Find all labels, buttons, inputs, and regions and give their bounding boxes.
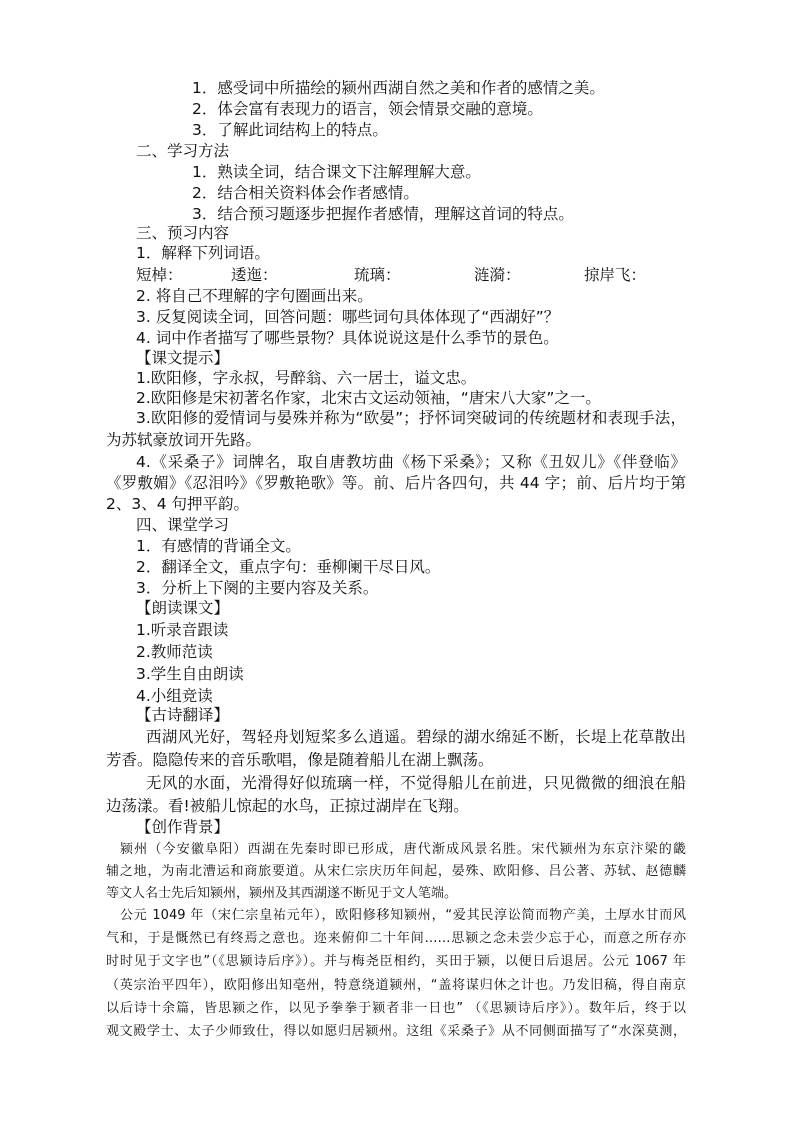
background-p1-line-2: 辅之地，为南北漕运和商旅要道。从宋仁宗庆历年间起，晏殊、欧阳修、吕公著、苏轼、赵德麟 xyxy=(106,864,686,879)
background-p1-line-1: 颍州（今安徽阜阳）西湖在先秦时即已形成，唐代渐成风景名胜。宋代颍州为东京汴梁的畿 xyxy=(120,842,686,857)
hint-4-line-2: 《罗敷媚》《忍泪吟》《罗敷艳歌》等。前、后片各四句，共 44 字；前、后片均于第 xyxy=(106,474,686,492)
background-p2-line-5: 以后诗十余篇，皆思颍之作，以见予拳拳于颍者非一日也” （《思颍诗后序》）。数年后，终于以 xyxy=(106,1001,686,1016)
objective-2: 2．体会富有表现力的语言，领会情景交融的意境。 xyxy=(192,100,543,118)
background-heading: 【创作背景】 xyxy=(136,818,230,836)
term-weiyi: 逶迤： xyxy=(231,266,278,284)
background-p1-line-3: 等文人名士先后知颍州，颍州及其西湖遂不断见于文人笔端。 xyxy=(106,886,458,901)
background-p2-line-3: 时时见于文字也”（《思颍诗后序》）。并与梅尧臣相约，买田于颍，以便日后退居。公元 1067 年 xyxy=(106,954,686,969)
hint-3-line-2: 为苏轼豪放词开先路。 xyxy=(106,431,262,449)
translation-p2-line-2: 边荡漾。看!被船儿惊起的水鸟，正掠过湖岸在飞翔。 xyxy=(106,797,469,815)
term-lueanfei: 掠岸飞： xyxy=(584,266,647,284)
background-p2-line-4: （英宗治平四年），欧阳修出知亳州，特意绕道颍州，“盖将谋归休之计也。乃发旧稿，得自南京 xyxy=(106,978,686,993)
preview-item-1: 1．解释下列词语。 xyxy=(136,244,270,262)
term-lianyi: 涟漪： xyxy=(474,266,521,284)
methods-heading: 二、学习方法 xyxy=(136,142,230,160)
classroom-heading: 四、课堂学习 xyxy=(136,516,230,534)
hints-heading: 【课文提示】 xyxy=(136,349,230,367)
translation-p2-line-1: 无风的水面，光滑得好似琉璃一样，不觉得船儿在前进，只见微微的细浪在船 xyxy=(146,774,686,792)
preview-item-3: 3. 反复阅读全词，回答问题：哪些词句具体体现了“西湖好”？ xyxy=(136,308,560,326)
background-p2-line-1: 公元 1049 年（宋仁宗皇祐元年），欧阳修移知颍州，“爱其民淳讼简而物产美，土厚水甘而风 xyxy=(120,908,686,923)
reading-item-1: 1.听录音跟读 xyxy=(136,621,229,639)
classroom-item-1: 1．有感情的背诵全文。 xyxy=(136,537,301,555)
preview-heading: 三、预习内容 xyxy=(136,224,230,242)
classroom-item-2: 2．翻译全文，重点字句：垂柳阑干尽日风。 xyxy=(136,558,441,576)
hint-4-line-3: 2、3、4 句押平韵。 xyxy=(106,495,250,513)
translation-p1-line-2: 芳香。隐隐传来的音乐歌唱，像是随着船儿在湖上飘荡。 xyxy=(106,751,494,769)
term-duanzhao: 短棹： xyxy=(136,266,183,284)
translation-heading: 【古诗翻译】 xyxy=(136,706,230,724)
reading-item-4: 4.小组竞读 xyxy=(136,687,213,705)
reading-item-3: 3.学生自由朗读 xyxy=(136,665,244,683)
background-p2-line-2: 气和，于是慨然已有终焉之意也。迩来俯仰二十年间……思颍之念未尝少忘于心，而意之所存亦 xyxy=(106,931,686,946)
method-1: 1．熟读全词，结合课文下注解理解大意。 xyxy=(192,163,481,181)
preview-item-2: 2. 将自己不理解的字句圈画出来。 xyxy=(136,287,373,305)
hint-2: 2.欧阳修是宋初著名作家，北宋古文运动领袖，“唐宋八大家”之一。 xyxy=(136,389,601,407)
background-p2-line-6: 观文殿学士、太子少师致仕，得以如愿归居颍州。这组《采桑子》从不同侧面描写了“水深莫测， xyxy=(106,1024,686,1039)
method-2: 2．结合相关资料体会作者感情。 xyxy=(192,184,419,202)
hint-4-line-1: 4.《采桑子》词牌名，取自唐教坊曲《杨下采桑》；又称《丑奴儿》《伴登临》 xyxy=(136,453,686,471)
objective-3: 3．了解此词结构上的特点。 xyxy=(192,121,388,139)
reading-item-2: 2.教师范读 xyxy=(136,643,213,661)
objective-1: 1．感受词中所描绘的颍州西湖自然之美和作者的感情之美。 xyxy=(192,79,605,97)
preview-item-4: 4. 词中作者描写了哪些景物？具体说说这是什么季节的景色。 xyxy=(136,329,559,347)
reading-heading: 【朗读课文】 xyxy=(136,599,230,617)
hint-3-line-1: 3.欧阳修的爱情词与晏殊并称为“欧晏”；抒怀词突破词的传统题材和表现手法， xyxy=(136,409,686,427)
hint-1: 1.欧阳修，字永叔，号醉翁、六一居士，谥文忠。 xyxy=(136,369,477,387)
classroom-item-3: 3．分析上下阕的主要内容及关系。 xyxy=(136,579,379,597)
translation-p1-line-1: 西湖风光好，驾轻舟划短桨多么逍遥。碧绿的湖水绵延不断，长堤上花草散出 xyxy=(146,728,686,746)
preview-terms xyxy=(136,265,646,285)
term-liuli: 琉璃： xyxy=(354,266,401,284)
method-3: 3．结合预习题逐步把握作者感情，理解这首词的特点。 xyxy=(192,205,574,223)
